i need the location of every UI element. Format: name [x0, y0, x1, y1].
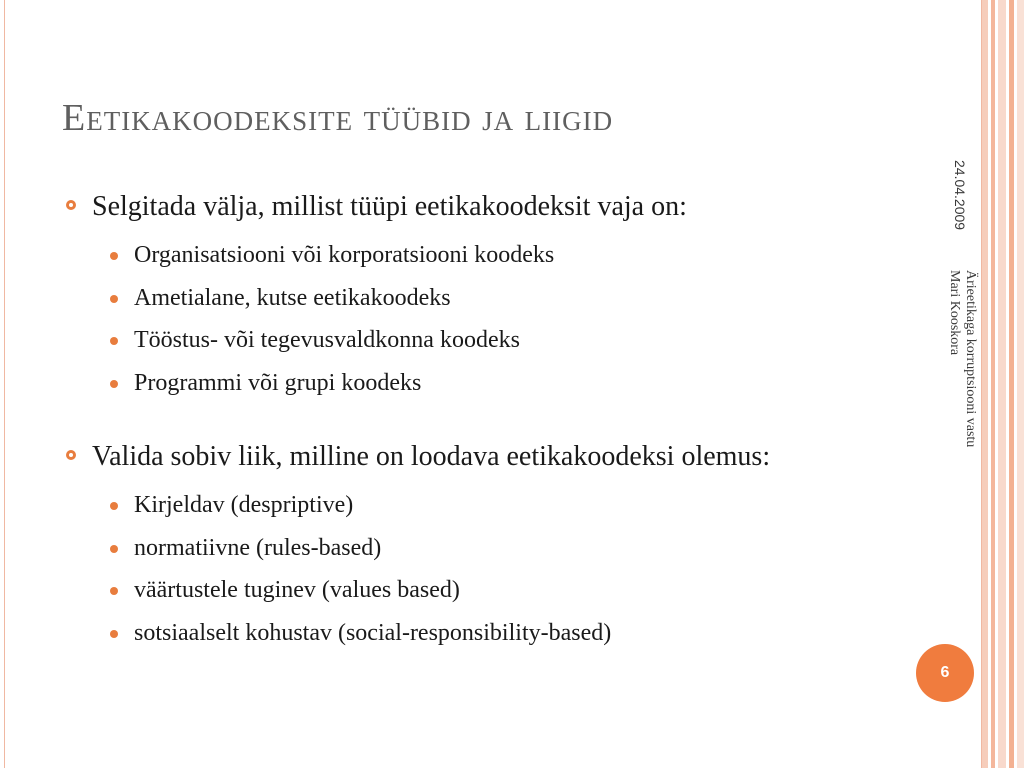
list-item	[66, 484, 878, 527]
dot-bullet-icon	[110, 380, 118, 388]
list-item	[66, 612, 878, 655]
list-item-text: Programmi või grupi koodeks	[134, 369, 422, 396]
list-item-text: Organisatsiooni või korporatsiooni koodeks	[134, 242, 555, 268]
dot-bullet-icon	[110, 252, 118, 260]
dot-bullet-icon	[110, 502, 118, 510]
list-item-text: väärtustele tuginev (values based)	[134, 577, 460, 603]
sub-bullet-list	[66, 234, 878, 404]
list-item	[66, 319, 878, 362]
bullet-text: Valida sobiv liik, milline on loodava eetikakoodeksi olemus:	[92, 441, 771, 472]
list-item	[66, 527, 878, 570]
list-item-text: Kirjeldav (despriptive)	[134, 492, 354, 518]
course-title: Ärieetikaga korruptsiooni vastu	[963, 270, 978, 448]
list-item	[66, 569, 878, 612]
list-item-text: sotsiaalselt kohustav (social-responsibility-based)	[134, 619, 612, 646]
bullet-level1	[66, 188, 878, 226]
list-item	[66, 234, 878, 277]
list-item-text: Tööstus- või tegevusvaldkonna koodeks	[134, 327, 520, 353]
dot-bullet-icon	[110, 630, 118, 638]
circle-bullet-icon	[66, 450, 76, 460]
sub-bullet-list	[66, 484, 878, 654]
dot-bullet-icon	[110, 295, 118, 303]
dot-bullet-icon	[110, 337, 118, 345]
bullet-text: Selgitada välja, millist tüüpi eetikakoodeksit vaja on:	[92, 191, 687, 222]
slide-content	[66, 188, 878, 654]
author-name: Mari Kooskora	[947, 270, 962, 356]
list-item-text: normatiivne (rules-based)	[134, 534, 382, 561]
dot-bullet-icon	[110, 587, 118, 595]
bullet-level1	[66, 438, 878, 476]
slide-date: 24.04.2009	[952, 160, 968, 231]
circle-bullet-icon	[66, 200, 76, 210]
list-item	[66, 362, 878, 405]
list-item	[66, 277, 878, 320]
dot-bullet-icon	[110, 545, 118, 553]
decorative-stripes	[982, 0, 1024, 768]
slide-footer-course	[946, 270, 978, 447]
page-number-badge: 6	[916, 644, 974, 702]
list-item-text: Ametialane, kutse eetikakoodeks	[134, 284, 451, 311]
slide-title: Eetikakoodeksite tüübid ja liigid	[62, 97, 614, 139]
